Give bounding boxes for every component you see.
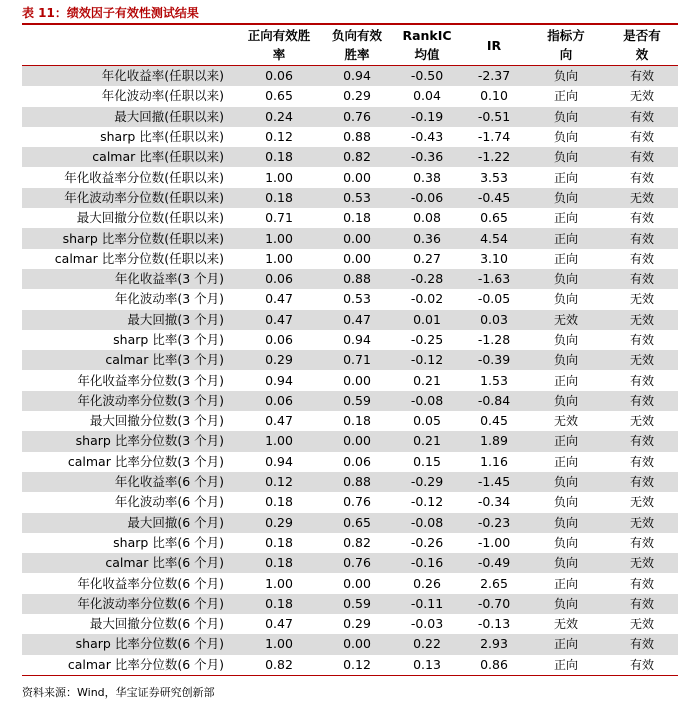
cell-positive-win-rate: 0.24 xyxy=(236,107,322,127)
cell-negative-win-rate: 0.29 xyxy=(322,614,392,634)
cell-ir: -1.74 xyxy=(462,127,526,147)
cell-rankic-mean: 0.01 xyxy=(392,310,462,330)
cell-positive-win-rate: 0.47 xyxy=(236,411,322,431)
cell-ir: 0.03 xyxy=(462,310,526,330)
cell-ir: 0.10 xyxy=(462,86,526,106)
cell-positive-win-rate: 0.18 xyxy=(236,594,322,614)
cell-valid: 无效 xyxy=(606,289,678,309)
header-direction-line1: 指标方 xyxy=(547,28,585,43)
cell-negative-win-rate: 0.76 xyxy=(322,492,392,512)
cell-positive-win-rate: 1.00 xyxy=(236,249,322,269)
cell-factor-name: calmar 比率(3 个月) xyxy=(22,350,236,370)
cell-factor-name: 年化收益率(6 个月) xyxy=(22,472,236,492)
cell-rankic-mean: 0.22 xyxy=(392,634,462,654)
table-row xyxy=(22,350,678,370)
table-row xyxy=(22,66,678,87)
cell-direction: 负向 xyxy=(526,289,606,309)
cell-direction: 负向 xyxy=(526,127,606,147)
cell-valid: 有效 xyxy=(606,107,678,127)
cell-ir: 4.54 xyxy=(462,228,526,248)
cell-negative-win-rate: 0.06 xyxy=(322,452,392,472)
table-row xyxy=(22,269,678,289)
cell-rankic-mean: -0.03 xyxy=(392,614,462,634)
cell-negative-win-rate: 0.94 xyxy=(322,330,392,350)
header-positive-win-rate xyxy=(236,25,322,66)
cell-negative-win-rate: 0.53 xyxy=(322,188,392,208)
cell-positive-win-rate: 0.82 xyxy=(236,655,322,676)
cell-direction: 负向 xyxy=(526,553,606,573)
cell-positive-win-rate: 0.18 xyxy=(236,533,322,553)
cell-rankic-mean: -0.28 xyxy=(392,269,462,289)
cell-negative-win-rate: 0.65 xyxy=(322,513,392,533)
header-direction-line2: 向 xyxy=(559,47,573,62)
cell-valid: 有效 xyxy=(606,249,678,269)
cell-ir: 1.53 xyxy=(462,370,526,390)
table-row xyxy=(22,553,678,573)
cell-factor-name: calmar 比率(6 个月) xyxy=(22,553,236,573)
cell-valid: 无效 xyxy=(606,411,678,431)
table-row xyxy=(22,188,678,208)
table-row xyxy=(22,330,678,350)
cell-direction: 负向 xyxy=(526,391,606,411)
cell-positive-win-rate: 1.00 xyxy=(236,573,322,593)
table-row xyxy=(22,86,678,106)
cell-factor-name: 最大回撤(3 个月) xyxy=(22,310,236,330)
cell-factor-name: 年化收益率(任职以来) xyxy=(22,66,236,87)
cell-positive-win-rate: 0.12 xyxy=(236,127,322,147)
cell-factor-name: 年化收益率分位数(6 个月) xyxy=(22,573,236,593)
cell-valid: 有效 xyxy=(606,533,678,553)
cell-rankic-mean: 0.21 xyxy=(392,370,462,390)
table-row xyxy=(22,452,678,472)
table-row xyxy=(22,249,678,269)
cell-rankic-mean: 0.04 xyxy=(392,86,462,106)
cell-ir: -1.63 xyxy=(462,269,526,289)
cell-direction: 正向 xyxy=(526,573,606,593)
cell-ir: -0.13 xyxy=(462,614,526,634)
cell-rankic-mean: -0.12 xyxy=(392,350,462,370)
header-negative-win-rate xyxy=(322,25,392,66)
cell-direction: 正向 xyxy=(526,655,606,676)
cell-negative-win-rate: 0.00 xyxy=(322,167,392,187)
cell-negative-win-rate: 0.00 xyxy=(322,431,392,451)
header-row xyxy=(22,25,678,66)
cell-valid: 有效 xyxy=(606,147,678,167)
header-rankic-mean xyxy=(392,25,462,66)
cell-positive-win-rate: 0.94 xyxy=(236,452,322,472)
cell-factor-name: 年化波动率分位数(6 个月) xyxy=(22,594,236,614)
cell-factor-name: 年化波动率(3 个月) xyxy=(22,289,236,309)
table-row xyxy=(22,513,678,533)
cell-valid: 有效 xyxy=(606,167,678,187)
cell-factor-name: 年化波动率分位数(3 个月) xyxy=(22,391,236,411)
cell-valid: 有效 xyxy=(606,431,678,451)
cell-valid: 无效 xyxy=(606,350,678,370)
cell-positive-win-rate: 0.65 xyxy=(236,86,322,106)
cell-ir: -0.34 xyxy=(462,492,526,512)
cell-valid: 无效 xyxy=(606,553,678,573)
cell-negative-win-rate: 0.00 xyxy=(322,249,392,269)
cell-rankic-mean: -0.26 xyxy=(392,533,462,553)
cell-valid: 有效 xyxy=(606,472,678,492)
cell-negative-win-rate: 0.76 xyxy=(322,553,392,573)
table-row xyxy=(22,289,678,309)
cell-positive-win-rate: 0.06 xyxy=(236,269,322,289)
table-row xyxy=(22,492,678,512)
cell-ir: -0.45 xyxy=(462,188,526,208)
header-ir-line1: IR xyxy=(486,37,502,53)
cell-rankic-mean: 0.08 xyxy=(392,208,462,228)
header-valid-line2: 效 xyxy=(635,47,649,62)
cell-rankic-mean: 0.38 xyxy=(392,167,462,187)
cell-positive-win-rate: 0.18 xyxy=(236,553,322,573)
cell-negative-win-rate: 0.47 xyxy=(322,310,392,330)
cell-direction: 正向 xyxy=(526,167,606,187)
cell-direction: 负向 xyxy=(526,350,606,370)
cell-positive-win-rate: 0.94 xyxy=(236,370,322,390)
cell-rankic-mean: -0.06 xyxy=(392,188,462,208)
table-body xyxy=(22,66,678,676)
cell-factor-name: 年化波动率(6 个月) xyxy=(22,492,236,512)
cell-ir: 2.93 xyxy=(462,634,526,654)
cell-positive-win-rate: 0.06 xyxy=(236,391,322,411)
cell-valid: 有效 xyxy=(606,655,678,676)
table-row xyxy=(22,167,678,187)
cell-ir: -0.39 xyxy=(462,350,526,370)
cell-direction: 负向 xyxy=(526,533,606,553)
cell-valid: 无效 xyxy=(606,310,678,330)
table-row xyxy=(22,147,678,167)
table-row xyxy=(22,208,678,228)
cell-direction: 无效 xyxy=(526,614,606,634)
cell-negative-win-rate: 0.59 xyxy=(322,391,392,411)
cell-positive-win-rate: 0.29 xyxy=(236,513,322,533)
cell-factor-name: sharp 比率(任职以来) xyxy=(22,127,236,147)
cell-positive-win-rate: 1.00 xyxy=(236,167,322,187)
cell-factor-name: sharp 比率分位数(6 个月) xyxy=(22,634,236,654)
cell-factor-name: calmar 比率分位数(任职以来) xyxy=(22,249,236,269)
cell-ir: -1.22 xyxy=(462,147,526,167)
cell-negative-win-rate: 0.00 xyxy=(322,370,392,390)
table-title: 表 11：绩效因子有效性测试结果 xyxy=(22,6,199,20)
results-table xyxy=(22,25,678,676)
table-row xyxy=(22,228,678,248)
cell-rankic-mean: -0.12 xyxy=(392,492,462,512)
header-valid-line1: 是否有 xyxy=(623,28,661,43)
cell-factor-name: sharp 比率(3 个月) xyxy=(22,330,236,350)
cell-factor-name: sharp 比率分位数(任职以来) xyxy=(22,228,236,248)
cell-ir: -1.00 xyxy=(462,533,526,553)
cell-positive-win-rate: 0.18 xyxy=(236,492,322,512)
cell-positive-win-rate: 0.06 xyxy=(236,330,322,350)
cell-rankic-mean: 0.05 xyxy=(392,411,462,431)
cell-valid: 无效 xyxy=(606,492,678,512)
cell-rankic-mean: 0.21 xyxy=(392,431,462,451)
cell-negative-win-rate: 0.12 xyxy=(322,655,392,676)
table-row xyxy=(22,655,678,676)
cell-factor-name: 最大回撤(6 个月) xyxy=(22,513,236,533)
cell-positive-win-rate: 0.47 xyxy=(236,310,322,330)
cell-direction: 无效 xyxy=(526,411,606,431)
cell-ir: 2.65 xyxy=(462,573,526,593)
table-row xyxy=(22,370,678,390)
cell-ir: 3.10 xyxy=(462,249,526,269)
header-factor xyxy=(22,25,236,66)
cell-direction: 负向 xyxy=(526,147,606,167)
cell-negative-win-rate: 0.76 xyxy=(322,107,392,127)
cell-ir: -1.45 xyxy=(462,472,526,492)
cell-direction: 负向 xyxy=(526,66,606,87)
cell-rankic-mean: 0.13 xyxy=(392,655,462,676)
cell-factor-name: 年化波动率(任职以来) xyxy=(22,86,236,106)
cell-negative-win-rate: 0.59 xyxy=(322,594,392,614)
header-positive-win-rate-line2: 率 xyxy=(272,47,286,62)
cell-positive-win-rate: 0.12 xyxy=(236,472,322,492)
source-note: 资料来源：Wind，华宝证券研究创新部 xyxy=(22,686,215,699)
cell-factor-name: 年化收益率分位数(任职以来) xyxy=(22,167,236,187)
cell-direction: 无效 xyxy=(526,310,606,330)
cell-valid: 有效 xyxy=(606,573,678,593)
cell-valid: 有效 xyxy=(606,127,678,147)
cell-direction: 正向 xyxy=(526,208,606,228)
table-row xyxy=(22,411,678,431)
cell-ir: -0.51 xyxy=(462,107,526,127)
cell-direction: 负向 xyxy=(526,188,606,208)
cell-factor-name: sharp 比率分位数(3 个月) xyxy=(22,431,236,451)
cell-positive-win-rate: 0.18 xyxy=(236,188,322,208)
cell-valid: 有效 xyxy=(606,370,678,390)
cell-factor-name: 年化收益率(3 个月) xyxy=(22,269,236,289)
table-row xyxy=(22,391,678,411)
cell-factor-name: 年化收益率分位数(3 个月) xyxy=(22,370,236,390)
table-row xyxy=(22,472,678,492)
table-row xyxy=(22,431,678,451)
cell-rankic-mean: -0.29 xyxy=(392,472,462,492)
cell-valid: 有效 xyxy=(606,66,678,87)
table-row xyxy=(22,614,678,634)
cell-factor-name: 最大回撤分位数(任职以来) xyxy=(22,208,236,228)
cell-ir: -1.28 xyxy=(462,330,526,350)
header-ir xyxy=(462,25,526,66)
cell-negative-win-rate: 0.00 xyxy=(322,634,392,654)
cell-rankic-mean: -0.19 xyxy=(392,107,462,127)
cell-rankic-mean: -0.08 xyxy=(392,391,462,411)
cell-direction: 正向 xyxy=(526,86,606,106)
cell-ir: -0.23 xyxy=(462,513,526,533)
cell-negative-win-rate: 0.88 xyxy=(322,127,392,147)
cell-direction: 负向 xyxy=(526,513,606,533)
cell-ir: 0.45 xyxy=(462,411,526,431)
cell-ir: 0.86 xyxy=(462,655,526,676)
cell-factor-name: 最大回撤分位数(6 个月) xyxy=(22,614,236,634)
cell-rankic-mean: -0.08 xyxy=(392,513,462,533)
cell-rankic-mean: -0.50 xyxy=(392,66,462,87)
cell-direction: 负向 xyxy=(526,594,606,614)
cell-negative-win-rate: 0.00 xyxy=(322,228,392,248)
cell-negative-win-rate: 0.18 xyxy=(322,208,392,228)
cell-positive-win-rate: 0.29 xyxy=(236,350,322,370)
cell-ir: -0.05 xyxy=(462,289,526,309)
header-valid xyxy=(606,25,678,66)
cell-factor-name: sharp 比率(6 个月) xyxy=(22,533,236,553)
cell-rankic-mean: -0.25 xyxy=(392,330,462,350)
header-direction xyxy=(526,25,606,66)
cell-ir: 0.65 xyxy=(462,208,526,228)
cell-factor-name: calmar 比率分位数(6 个月) xyxy=(22,655,236,676)
cell-rankic-mean: -0.11 xyxy=(392,594,462,614)
cell-valid: 有效 xyxy=(606,269,678,289)
table-header xyxy=(22,25,678,66)
cell-rankic-mean: 0.27 xyxy=(392,249,462,269)
cell-valid: 有效 xyxy=(606,228,678,248)
cell-ir: -2.37 xyxy=(462,66,526,87)
cell-direction: 正向 xyxy=(526,370,606,390)
cell-rankic-mean: -0.16 xyxy=(392,553,462,573)
cell-valid: 有效 xyxy=(606,634,678,654)
cell-positive-win-rate: 0.18 xyxy=(236,147,322,167)
cell-factor-name: 最大回撤分位数(3 个月) xyxy=(22,411,236,431)
cell-ir: -0.49 xyxy=(462,553,526,573)
cell-rankic-mean: 0.36 xyxy=(392,228,462,248)
cell-valid: 有效 xyxy=(606,330,678,350)
header-positive-win-rate-line1: 正向有效胜 xyxy=(247,28,311,43)
cell-valid: 有效 xyxy=(606,594,678,614)
header-rankic-mean-line2: 均值 xyxy=(414,47,440,62)
cell-factor-name: 年化波动率分位数(任职以来) xyxy=(22,188,236,208)
cell-valid: 无效 xyxy=(606,86,678,106)
cell-negative-win-rate: 0.82 xyxy=(322,533,392,553)
cell-valid: 无效 xyxy=(606,188,678,208)
cell-negative-win-rate: 0.00 xyxy=(322,573,392,593)
cell-direction: 正向 xyxy=(526,431,606,451)
cell-ir: 1.89 xyxy=(462,431,526,451)
cell-rankic-mean: -0.43 xyxy=(392,127,462,147)
cell-direction: 正向 xyxy=(526,452,606,472)
table-row xyxy=(22,573,678,593)
cell-rankic-mean: 0.15 xyxy=(392,452,462,472)
cell-negative-win-rate: 0.88 xyxy=(322,269,392,289)
cell-positive-win-rate: 1.00 xyxy=(236,228,322,248)
cell-factor-name: calmar 比率分位数(3 个月) xyxy=(22,452,236,472)
cell-ir: -0.84 xyxy=(462,391,526,411)
table-row xyxy=(22,594,678,614)
cell-direction: 负向 xyxy=(526,107,606,127)
header-negative-win-rate-line2: 胜率 xyxy=(344,47,370,62)
cell-direction: 负向 xyxy=(526,330,606,350)
cell-valid: 有效 xyxy=(606,208,678,228)
cell-valid: 无效 xyxy=(606,614,678,634)
cell-positive-win-rate: 1.00 xyxy=(236,431,322,451)
cell-rankic-mean: -0.02 xyxy=(392,289,462,309)
cell-positive-win-rate: 1.00 xyxy=(236,634,322,654)
table-row xyxy=(22,310,678,330)
cell-positive-win-rate: 0.47 xyxy=(236,289,322,309)
cell-direction: 负向 xyxy=(526,472,606,492)
cell-direction: 正向 xyxy=(526,634,606,654)
cell-ir: 1.16 xyxy=(462,452,526,472)
cell-direction: 负向 xyxy=(526,269,606,289)
cell-rankic-mean: 0.26 xyxy=(392,573,462,593)
cell-ir: -0.70 xyxy=(462,594,526,614)
table-row xyxy=(22,107,678,127)
cell-direction: 负向 xyxy=(526,492,606,512)
cell-negative-win-rate: 0.82 xyxy=(322,147,392,167)
cell-valid: 无效 xyxy=(606,513,678,533)
cell-positive-win-rate: 0.71 xyxy=(236,208,322,228)
cell-direction: 正向 xyxy=(526,249,606,269)
cell-positive-win-rate: 0.06 xyxy=(236,66,322,87)
cell-negative-win-rate: 0.18 xyxy=(322,411,392,431)
cell-negative-win-rate: 0.71 xyxy=(322,350,392,370)
table-row xyxy=(22,634,678,654)
cell-rankic-mean: -0.36 xyxy=(392,147,462,167)
cell-ir: 3.53 xyxy=(462,167,526,187)
cell-direction: 正向 xyxy=(526,228,606,248)
cell-valid: 有效 xyxy=(606,452,678,472)
cell-factor-name: 最大回撤(任职以来) xyxy=(22,107,236,127)
header-rankic-mean-line1: RankIC xyxy=(402,28,452,43)
cell-negative-win-rate: 0.29 xyxy=(322,86,392,106)
header-negative-win-rate-line1: 负向有效 xyxy=(331,28,382,43)
cell-valid: 有效 xyxy=(606,391,678,411)
cell-negative-win-rate: 0.88 xyxy=(322,472,392,492)
cell-positive-win-rate: 0.47 xyxy=(236,614,322,634)
table-row xyxy=(22,533,678,553)
cell-factor-name: calmar 比率(任职以来) xyxy=(22,147,236,167)
cell-negative-win-rate: 0.94 xyxy=(322,66,392,87)
cell-negative-win-rate: 0.53 xyxy=(322,289,392,309)
table-row xyxy=(22,127,678,147)
